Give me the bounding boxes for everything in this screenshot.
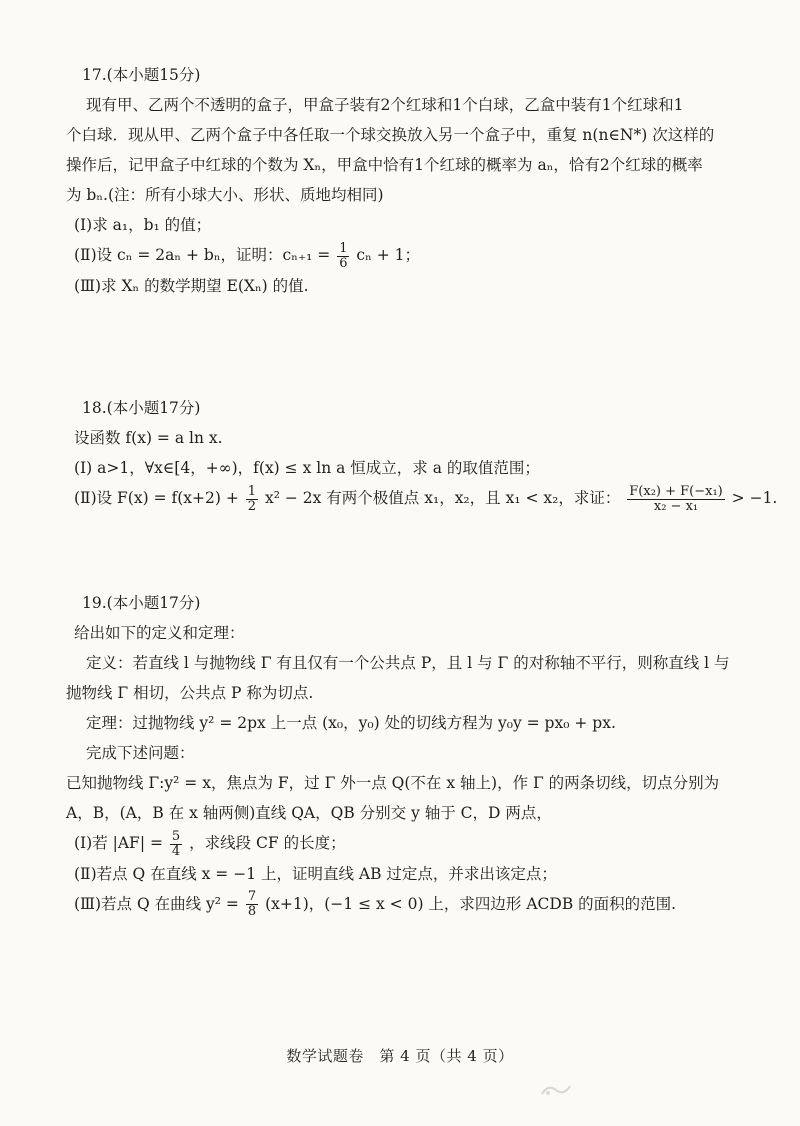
question-18 [66,393,778,514]
question-19-task: 完成下述问题： [86,744,195,762]
question-18-part-1: (Ⅰ) a>1，∀x∈[4，+∞)，f(x) ≤ x ln a 恒成立，求 a 的取值范围； [74,459,540,477]
question-19 [66,588,756,919]
fraction-denominator: x₂ − x₁ [653,498,699,514]
fraction-denominator: 6 [339,255,348,271]
question-19-part-2: (Ⅱ)若点 Q 在直线 x = −1 上，证明直线 AB 过定点，并求出该定点； [74,864,557,883]
fraction-F-expression [627,485,724,514]
question-18-part-2-mid: x² − 2x 有两个极值点 x₁，x₂，且 x₁ < x₂，求证： [264,489,621,507]
question-17-text-3: 操作后，记甲盒子中红球的个数为 Xₙ，甲盒中恰有1个红球的概率为 aₙ，恰有2个红球的概率 [66,156,703,174]
question-19-part-3-post: (x+1)，(−1 ≤ x < 0) 上，求四边形 ACDB 的面积的范围. [265,894,677,913]
fraction-numerator: 7 [247,889,257,904]
question-17-heading: 17.(本小题15分) [82,66,201,84]
fraction-numerator: F(x₂) + F(−x₁) [629,483,723,499]
question-18-part-2 [66,483,778,514]
question-19-part-1-pre: (Ⅰ)若 |AF| = [74,834,163,852]
fraction-one-half [246,485,258,514]
question-18-part-2-post: > −1. [731,489,778,507]
fraction-denominator: 8 [247,904,257,919]
question-19-given-2: A，B，(A，B 在 x 轴两侧)直线 QA，QB 分别交 y 轴于 C，D 两点， [66,804,552,822]
fraction-numerator: 1 [247,483,257,499]
watermark-icon [536,1078,576,1102]
question-17-part-1: (Ⅰ)求 a₁，b₁ 的值； [74,216,212,234]
fraction-numerator: 1 [339,240,348,256]
question-19-part-3 [66,889,756,920]
fraction-denominator: 2 [247,498,257,514]
question-17-part-2 [66,240,756,271]
question-19-part-1 [66,828,756,859]
question-17-part-2-post: cₙ + 1； [356,246,421,264]
question-18-intro: 设函数 f(x) = a ln x. [74,429,223,447]
question-19-intro: 给出如下的定义和定理： [74,624,245,642]
question-19-heading: 19.(本小题17分) [82,594,201,612]
fraction-one-sixth [337,242,349,271]
question-18-part-2-pre: (Ⅱ)设 F(x) = f(x+2) + [74,489,239,507]
question-19-definition-1: 定义：若直线 l 与抛物线 Γ 有且仅有一个公共点 P，且 l 与 Γ 的对称轴不平行，则称直线 l 与 [86,654,730,672]
fraction-numerator: 5 [171,828,181,844]
question-19-theorem: 定理：过抛物线 y² = 2px 上一点 (x₀，y₀) 处的切线方程为 y₀y = px₀ + px. [86,714,616,732]
question-17-part-2-pre: (Ⅱ)设 cₙ = 2aₙ + bₙ，证明：cₙ₊₁ = [74,246,331,264]
question-18-heading: 18.(本小题17分) [82,399,201,417]
question-17-text-4: 为 bₙ.(注：所有小球大小、形状、质地均相同) [66,186,384,204]
question-19-given-1: 已知抛物线 Γ:y² = x，焦点为 F，过 Γ 外一点 Q(不在 x 轴上)，作 Γ 的两条切线，切点分别为 [66,774,720,792]
question-17 [66,60,756,301]
question-17-part-3: (Ⅲ)求 Xₙ 的数学期望 E(Xₙ) 的值. [74,276,309,295]
fraction-seven-eighths [246,890,258,919]
question-17-text-2: 个白球．现从甲、乙两个盒子中各任取一个球交换放入另一个盒子中，重复 n(n∈N*) 次这样的 [66,126,715,144]
fraction-five-fourths [170,830,182,859]
fraction-denominator: 4 [171,843,181,859]
question-19-part-3-pre: (Ⅲ)若点 Q 在曲线 y² = [74,894,239,913]
question-17-text-1: 现有甲、乙两个不透明的盒子，甲盒子装有2个红球和1个白球，乙盒中装有1个红球和1 [86,96,684,114]
page-footer: 数学试题卷 第 4 页（共 4 页） [286,1047,514,1065]
question-19-part-1-post: ，求线段 CF 的长度； [189,834,346,852]
question-19-definition-2: 抛物线 Γ 相切，公共点 P 称为切点. [66,684,314,702]
